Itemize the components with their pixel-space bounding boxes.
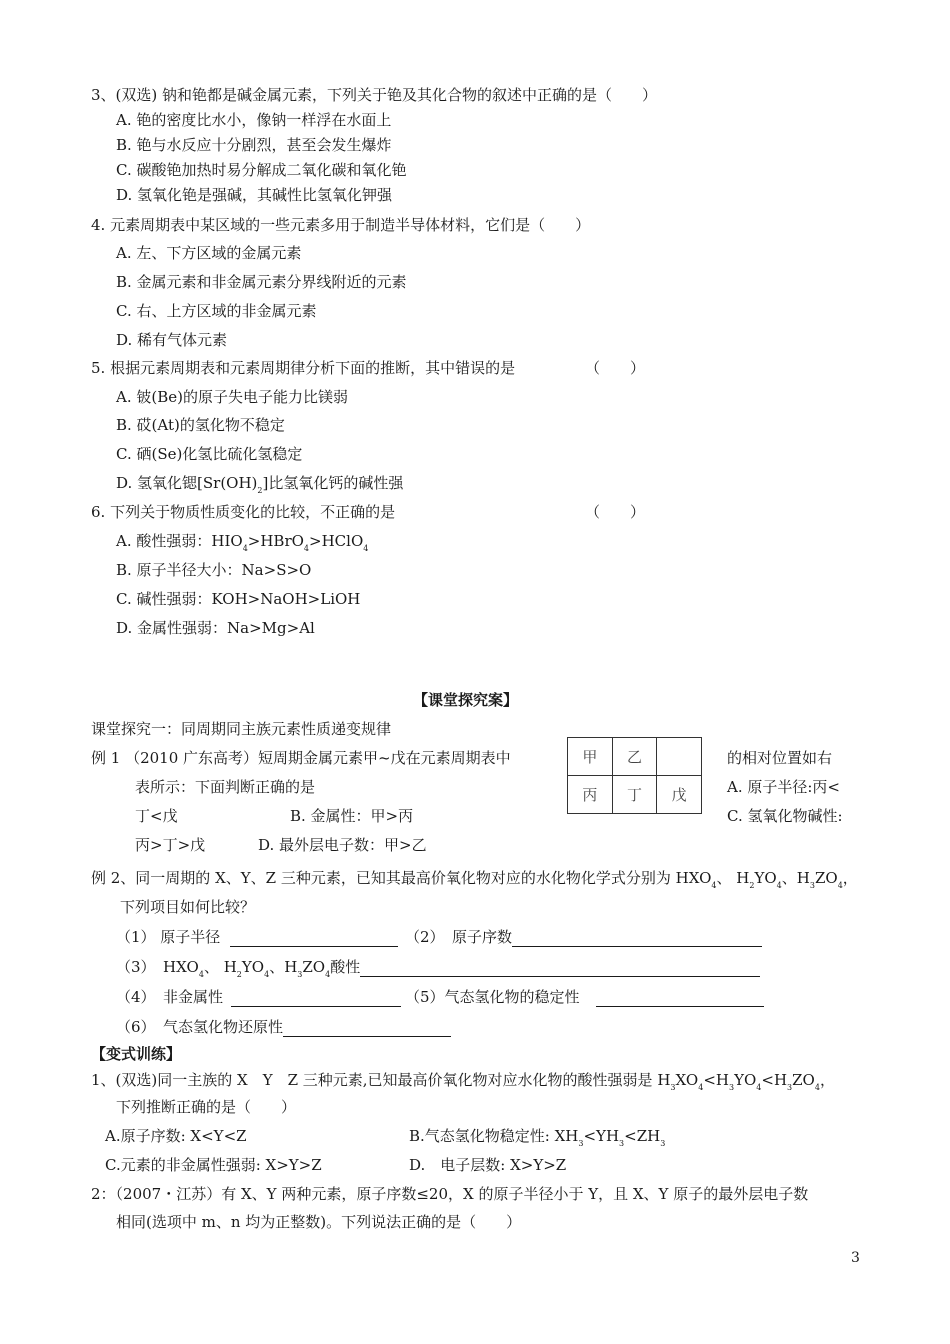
variant-q1-option-d: D. 电子层数: X>Y>Z: [409, 1156, 567, 1174]
table-cell-bing: 丙: [568, 776, 613, 814]
q6-option-c: C. 碱性强弱：KOH>NaOH>LiOH: [116, 590, 361, 608]
q5-option-d: D. 氢氧化锶$[Sr(OH)_2]$比氢氧化钙的碱性强: [116, 474, 404, 495]
example2-item5: （5）气态氢化物的稳定性: [405, 987, 764, 1007]
variant-q1-line2: 下列推断正确的是（ ）: [116, 1098, 297, 1116]
table-cell-jia: 甲: [568, 738, 613, 776]
q5-stem: 5. 根据元素周期表和元素周期律分析下面的推断，其中错误的是: [91, 359, 516, 377]
page-number: 3: [851, 1250, 860, 1266]
example1-option-a-cont: 丁<戊: [135, 807, 178, 825]
example1-line1-right: 的相对位置如右: [727, 749, 833, 767]
periodic-position-table: [567, 737, 702, 814]
example2-item3: （3） $HXO_4$、 $H_2YO_4$、$H_3ZO_4$酸性: [116, 957, 760, 977]
q4-option-d: D. 稀有气体元素: [116, 331, 228, 349]
q6-option-a: A. 酸性强弱：$HIO_4>HBrO_4>HClO_4$: [116, 532, 369, 553]
q5-option-c: C. 硒(Se)化氢比硫化氢稳定: [116, 445, 303, 463]
table-cell-wu: 戊: [657, 776, 702, 814]
answer-blank-1[interactable]: [230, 930, 398, 947]
explore-one-title: 课堂探究一：同周期同主族元素性质递变规律: [91, 720, 392, 738]
q4-option-b: B. 金属元素和非金属元素分界线附近的元素: [116, 273, 407, 291]
answer-blank-3[interactable]: [360, 960, 760, 977]
table-cell-yi: 乙: [612, 738, 657, 776]
variant-q1-stem: 1、(双选)同一主族的 X Y Z 三种元素,已知最高价氧化物对应水化物的酸性强弱是 $H_3XO_4<H_3YO_4<H_3ZO_4$，: [91, 1071, 835, 1092]
variant-q1-option-a: A.原子序数: X<Y<Z: [105, 1127, 247, 1145]
answer-blank-4[interactable]: [231, 990, 401, 1007]
answer-blank-6[interactable]: [283, 1020, 451, 1037]
example2-item6: （6） 气态氢化物还原性: [116, 1017, 451, 1037]
table-cell-ding: 丁: [612, 776, 657, 814]
example1-line1: 例 1 （2010 广东高考）短周期金属元素甲~戊在元素周期表中: [91, 749, 511, 767]
example2-line2: 下列项目如何比较？: [120, 898, 256, 916]
q3-option-a: A. 铯的密度比水小，像钠一样浮在水面上: [116, 111, 392, 129]
example2-item1: （1） 原子半径: [116, 927, 398, 947]
example2-line1: 例 2、同一周期的 X、Y、Z 三种元素，已知其最高价氧化物对应的水化物化学式分别为 $HXO_4$、 $H_2YO_4$、$H_3ZO_4$，: [91, 869, 858, 890]
example1-option-a: A. 原子半径:丙<: [727, 778, 840, 796]
example1-option-d: D. 最外层电子数：甲>乙: [258, 836, 427, 854]
q6-option-b: B. 原子半径大小：Na>S>O: [116, 561, 312, 579]
example1-option-c-cont: 丙>丁>戊: [135, 836, 206, 854]
q3-stem: 3、(双选) 钠和铯都是碱金属元素，下列关于铯及其化合物的叙述中正确的是（ ）: [91, 86, 658, 104]
example1-line2: 表所示：下面判断正确的是: [135, 778, 316, 796]
q6-answer-paren: （ ）: [585, 503, 646, 521]
q4-stem: 4. 元素周期表中某区域的一些元素多用于制造半导体材料，它们是（ ）: [91, 216, 591, 234]
q5-answer-paren: （ ）: [585, 359, 646, 377]
q6-stem: 6. 下列关于物质性质变化的比较，不正确的是: [91, 503, 396, 521]
q4-option-a: A. 左、下方区域的金属元素: [116, 244, 302, 262]
q4-option-c: C. 右、上方区域的非金属元素: [116, 302, 317, 320]
q3-option-c: C. 碳酸铯加热时易分解成二氧化碳和氧化铯: [116, 161, 407, 179]
example1-option-b: B. 金属性：甲>丙: [290, 807, 414, 825]
table-cell-empty: [657, 738, 702, 776]
example1-option-c: C. 氢氧化物碱性:: [727, 807, 843, 825]
q3-option-d: D. 氢氧化铯是强碱，其碱性比氢氧化钾强: [116, 186, 393, 204]
example2-item2: （2） 原子序数: [405, 927, 762, 947]
variant-training-title: 【变式训练】: [91, 1045, 182, 1063]
q5-option-b: B. 砹(At)的氢化物不稳定: [116, 416, 285, 434]
example2-item4: （4） 非金属性: [116, 987, 401, 1007]
variant-q1-option-b: B.气态氢化物稳定性: $XH_3<YH_3<ZH_3$: [409, 1127, 666, 1148]
section-title: 【课堂探究案】: [413, 691, 519, 709]
answer-blank-5[interactable]: [596, 990, 764, 1007]
variant-q2-line2: 相同(选项中 m、n 均为正整数)。下列说法正确的是（ ）: [116, 1213, 522, 1231]
q3-option-b: B. 铯与水反应十分剧烈，甚至会发生爆炸: [116, 136, 392, 154]
q5-option-a: A. 铍(Be)的原子失电子能力比镁弱: [116, 388, 348, 406]
q6-option-d: D. 金属性强弱：Na>Mg>Al: [116, 619, 315, 637]
variant-q2-line1: 2：（2007・江苏）有 X、Y 两种元素，原子序数≤20，X 的原子半径小于 Y，且 X、Y 原子的最外层电子数: [91, 1185, 809, 1203]
answer-blank-2[interactable]: [512, 930, 762, 947]
variant-q1-option-c: C.元素的非金属性强弱: X>Y>Z: [105, 1156, 322, 1174]
